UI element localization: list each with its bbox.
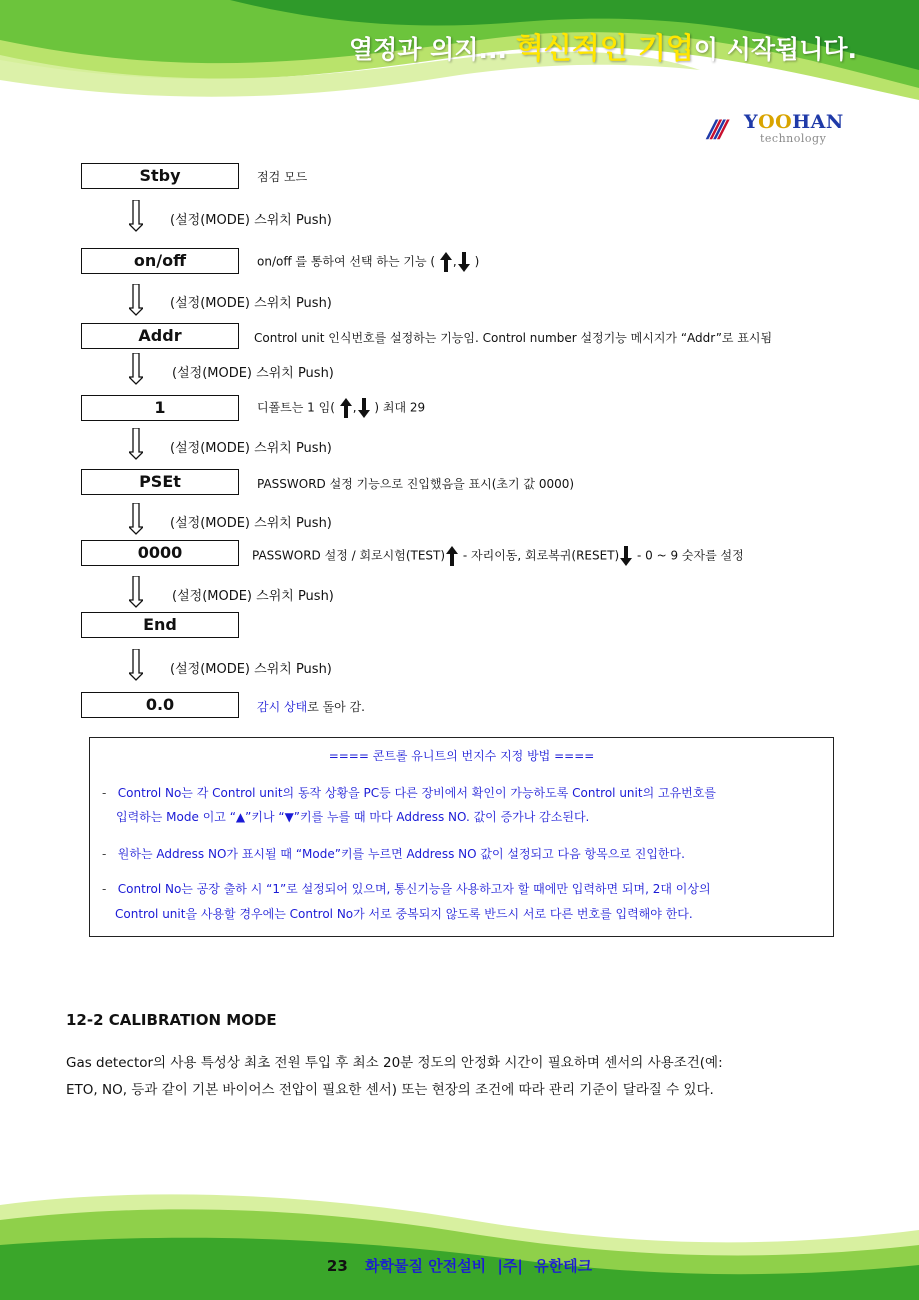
flow-desc-addr: Control unit 인식번호를 설정하는 기능임. Control number 설정기능 메시지가 “Addr”로 표시됨 [254, 331, 773, 345]
note-line: - 원하는 Address NO가 표시될 때 “Mode”키를 누르면 Address NO 값이 설정되고 다음 항목으로 진입한다. [102, 847, 685, 861]
page-number: 23 [326, 1257, 348, 1275]
flow-desc-address-value: 디폴트는 1 임( , ) 최대 29 [257, 398, 425, 418]
flow-desc-onoff: on/off 를 통하여 선택 하는 기능 ( , ) [257, 252, 479, 272]
footer-company: 유한테크 [534, 1257, 593, 1275]
push-label: (설정(MODE) 스위치 Push) [170, 213, 332, 228]
flow-box-pset: PSEt [81, 469, 239, 495]
flow-box-password: 0000 [81, 540, 239, 566]
note-line: - Control No는 공장 출하 시 “1”로 설정되어 있으며, 통신기능을 사용하고자 할 때에만 입력하면 되며, 2대 이상의 [102, 882, 711, 896]
push-label: (설정(MODE) 스위치 Push) [170, 662, 332, 677]
down-arrow-icon [129, 200, 143, 232]
section-paragraph-line: Gas detector의 사용 특성상 최초 전원 투입 후 최소 20분 정도의 안정화 시간이 필요하며 센서의 사용조건(예: [66, 1055, 723, 1071]
flow-desc-monitor: 감시 상태로 돌아 감. [257, 700, 365, 714]
push-label: (설정(MODE) 스위치 Push) [170, 516, 332, 531]
footer-tagline: 화학물질 안전설비 [365, 1257, 487, 1275]
down-arrow-icon [129, 576, 143, 608]
up-arrow-icon [440, 252, 452, 272]
footer-wave-decoration [0, 1190, 919, 1300]
down-arrow-icon [129, 428, 143, 460]
flow-box-addr: Addr [81, 323, 239, 349]
slogan-suffix: 이 시작됩니다. [693, 35, 857, 64]
note-line: - Control No는 각 Control unit의 동작 상황을 PC등 다른 장비에서 확인이 가능하도록 Control unit의 고유번호를 [102, 786, 716, 800]
slogan-highlight: 혁신적인 기업 [515, 31, 694, 65]
footer-separator: |주| [497, 1257, 523, 1275]
down-arrow-icon [129, 353, 143, 385]
section-paragraph-line: ETO, NO, 등과 같이 기본 바이어스 전압이 필요한 센서) 또는 현장의 조건에 따라 관리 기준이 달라질 수 있다. [66, 1082, 714, 1098]
note-line: 입력하는 Mode 이고 “▲”키나 “▼”키를 누를 때 마다 Address NO. 값이 증가나 감소된다. [116, 810, 590, 824]
down-arrow-icon [458, 252, 470, 272]
down-arrow-icon [129, 284, 143, 316]
flow-desc-pset: PASSWORD 설정 기능으로 진입했음을 표시(초기 값 0000) [257, 477, 575, 491]
up-arrow-icon [340, 398, 352, 418]
header-slogan [349, 26, 857, 67]
down-arrow-icon [129, 503, 143, 535]
logo-wordmark: YOOHAN [744, 111, 844, 133]
down-arrow-icon [620, 546, 632, 566]
logo-subtitle: technology [760, 132, 827, 145]
up-arrow-icon [446, 546, 458, 566]
down-arrow-icon [129, 649, 143, 681]
section-title: 12-2 CALIBRATION MODE [66, 1011, 277, 1029]
company-logo [708, 113, 848, 149]
note-title: ==== 콘트롤 유니트의 번지수 지정 방법 ==== [328, 749, 595, 763]
logo-stripes-icon: //// [708, 115, 724, 143]
flow-desc-password: PASSWORD 설정 / 회로시험(TEST) - 자리이동, 회로복귀(RESET) - 0 ~ 9 숫자를 설정 [252, 546, 744, 566]
flow-box-end: End [81, 612, 239, 638]
push-label: (설정(MODE) 스위치 Push) [170, 441, 332, 456]
slogan-prefix: 열정과 의지... [349, 35, 507, 64]
push-label: (설정(MODE) 스위치 Push) [172, 366, 334, 381]
note-line: Control unit을 사용할 경우에는 Control No가 서로 중복되지 않도록 반드시 서로 다른 번호를 입력해야 한다. [115, 907, 693, 921]
flow-box-monitor: 0.0 [81, 692, 239, 718]
page-footer [0, 1255, 919, 1276]
flow-desc-stby: 점검 모드 [257, 170, 308, 184]
down-arrow-icon [358, 398, 370, 418]
flow-box-stby: Stby [81, 163, 239, 189]
push-label: (설정(MODE) 스위치 Push) [172, 589, 334, 604]
flow-box-onoff: on/off [81, 248, 239, 274]
flow-box-address-value: 1 [81, 395, 239, 421]
push-label: (설정(MODE) 스위치 Push) [170, 296, 332, 311]
address-note-box [89, 737, 834, 937]
